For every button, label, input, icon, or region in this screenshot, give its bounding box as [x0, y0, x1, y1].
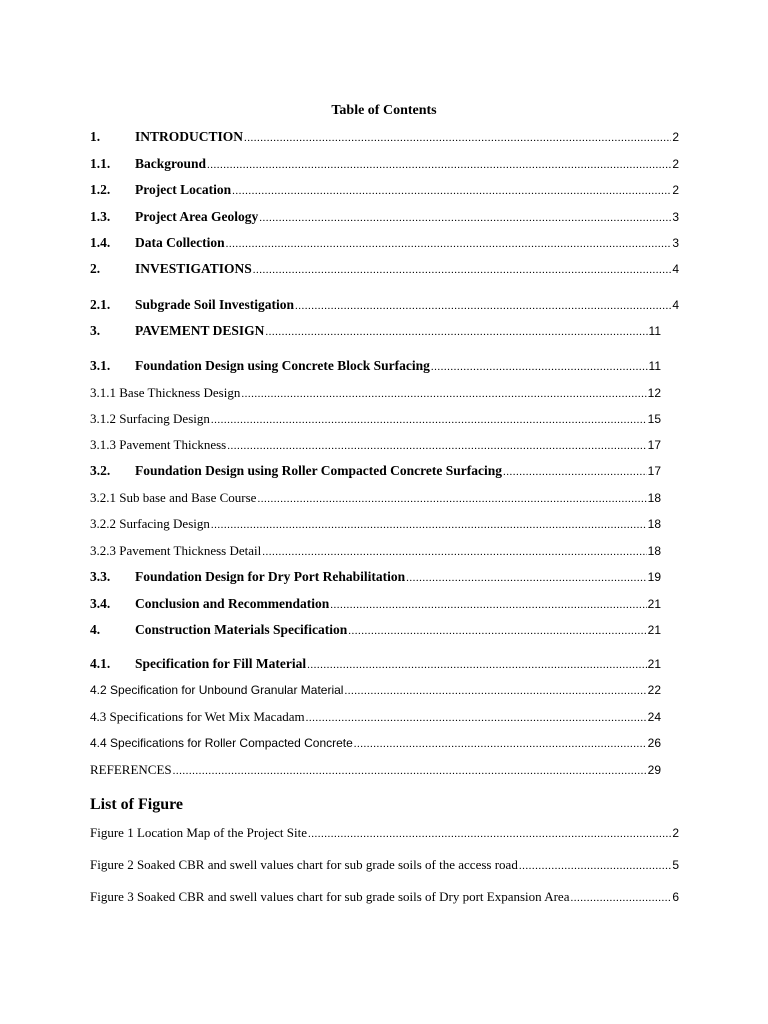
toc-page: 18	[647, 491, 661, 505]
toc-leader	[259, 209, 671, 225]
toc-label: Project Area Geology	[135, 209, 259, 224]
toc-page: 2	[672, 183, 679, 197]
toc-entry-pavement-thickness-detail[interactable]	[90, 543, 661, 559]
toc-number: 1.2.	[90, 182, 111, 197]
toc-label: 3.1.1 Base Thickness Design	[90, 385, 241, 400]
figure-page: 5	[672, 858, 679, 872]
toc-number: 2.	[90, 261, 101, 276]
toc-page: 18	[647, 517, 661, 531]
figure-label: Figure 1 Location Map of the Project Site	[90, 825, 307, 840]
toc-leader	[307, 656, 647, 672]
toc-page: 3	[672, 210, 679, 224]
toc-leader	[265, 323, 647, 339]
figure-leader	[570, 889, 671, 905]
toc-entry-roller-compacted-concrete[interactable]	[90, 736, 661, 750]
toc-entry-investigations[interactable]	[90, 261, 679, 277]
toc-page: 12	[647, 386, 661, 400]
toc-number: 1.	[90, 129, 101, 144]
toc-leader	[257, 490, 646, 506]
toc-page: 2	[672, 130, 679, 144]
figure-entry-2[interactable]	[90, 857, 679, 873]
toc-page: 2	[672, 157, 679, 171]
toc-page: 19	[647, 570, 661, 584]
toc-leader	[241, 385, 646, 401]
toc-page: 4	[672, 298, 679, 312]
toc-entry-pavement-design[interactable]	[90, 323, 661, 339]
figure-entry-3[interactable]	[90, 889, 679, 905]
toc-page: 22	[647, 683, 661, 697]
toc-page: 21	[647, 657, 661, 671]
figure-page: 6	[672, 890, 679, 904]
toc-entry-background[interactable]	[90, 156, 679, 172]
toc-label: 3.2.2 Surfacing Design	[90, 516, 210, 531]
toc-number: 3.2.	[90, 463, 111, 478]
toc-page: 17	[647, 438, 661, 452]
toc-number: 1.3.	[90, 209, 111, 224]
toc-number: 3.1.	[90, 358, 111, 373]
toc-label: Project Location	[135, 182, 232, 197]
toc-page: 29	[647, 763, 661, 777]
toc-number: 3.4.	[90, 596, 111, 611]
toc-number: 4.	[90, 622, 101, 637]
toc-label: Data Collection	[135, 235, 225, 250]
toc-label: Construction Materials Specification	[135, 622, 348, 637]
toc-label: Foundation Design using Roller Compacted Concrete Surfacing	[135, 463, 503, 478]
toc-leader	[227, 437, 646, 453]
toc-entry-data-collection[interactable]	[90, 235, 679, 251]
toc-label: Specification for Fill Material	[135, 656, 307, 671]
toc-entry-project-area-geology[interactable]	[90, 209, 679, 225]
toc-number: 1.1.	[90, 156, 111, 171]
toc-entry-references[interactable]	[90, 762, 661, 778]
toc-number: 3.3.	[90, 569, 111, 584]
toc-label: 4.2 Specification for Unbound Granular Material	[90, 683, 344, 697]
toc-label: 3.2.1 Sub base and Base Course	[90, 490, 257, 505]
toc-label: 4.4 Specifications for Roller Compacted Concrete	[90, 736, 353, 750]
figure-leader	[519, 857, 671, 873]
toc-label: INTRODUCTION	[135, 129, 244, 144]
toc-entry-base-thickness-design[interactable]	[90, 385, 661, 401]
toc-leader	[232, 182, 671, 198]
toc-page: 11	[648, 359, 661, 373]
toc-entry-fill-material[interactable]	[90, 656, 661, 672]
toc-entry-wet-mix-macadam[interactable]	[90, 709, 661, 725]
toc-label: Background	[135, 156, 207, 171]
toc-number: 1.4.	[90, 235, 111, 250]
toc-entry-sub-base-and-base-course[interactable]	[90, 490, 661, 506]
toc-leader	[244, 129, 671, 145]
toc-leader	[262, 543, 646, 559]
toc-page: 17	[647, 464, 661, 478]
toc-leader	[503, 463, 647, 479]
figure-entry-1[interactable]	[90, 825, 679, 841]
toc-leader	[344, 683, 646, 697]
toc-label: INVESTIGATIONS	[135, 261, 252, 276]
toc-page: 26	[647, 736, 661, 750]
toc-label: PAVEMENT DESIGN	[135, 323, 265, 338]
toc-entry-project-location[interactable]	[90, 182, 679, 198]
figure-label: Figure 3 Soaked CBR and swell values chart for sub grade soils of Dry port Expansion Area	[90, 889, 570, 904]
toc-entry-surfacing-design-1[interactable]	[90, 411, 661, 427]
page-title: Table of Contents	[331, 103, 437, 118]
toc-label: 3.1.2 Surfacing Design	[90, 411, 210, 426]
toc-page: 24	[647, 710, 661, 724]
toc-label: REFERENCES	[90, 762, 172, 777]
figure-page: 2	[672, 826, 679, 840]
toc-label: Conclusion and Recommendation	[135, 596, 330, 611]
toc-label: Subgrade Soil Investigation	[135, 297, 295, 312]
toc-page: 15	[647, 412, 661, 426]
toc-entry-concrete-block-surfacing[interactable]	[90, 358, 661, 374]
toc-page: 21	[647, 597, 661, 611]
toc-leader	[406, 569, 647, 585]
toc-entry-pavement-thickness[interactable]	[90, 437, 661, 453]
toc-page: 11	[648, 324, 661, 338]
toc-leader	[207, 156, 671, 172]
toc-leader	[226, 235, 672, 251]
toc-entry-surfacing-design-2[interactable]	[90, 516, 661, 532]
toc-leader	[253, 261, 672, 277]
toc-leader	[354, 736, 647, 750]
toc-entry-unbound-granular-material[interactable]	[90, 683, 661, 697]
toc-entry-construction-materials-specification[interactable]	[90, 622, 661, 638]
list-of-figures-heading: List of Figure	[90, 796, 184, 813]
toc-page: 21	[647, 623, 661, 637]
toc-entry-dry-port-rehabilitation[interactable]	[90, 569, 661, 585]
toc-leader	[173, 762, 647, 778]
toc-page: 3	[672, 236, 679, 250]
toc-label: 4.3 Specifications for Wet Mix Macadam	[90, 709, 305, 724]
toc-entry-subgrade-soil-investigation[interactable]	[90, 297, 679, 313]
toc-leader	[348, 622, 646, 638]
figure-leader	[308, 825, 671, 841]
toc-page: 18	[647, 544, 661, 558]
toc-page: 4	[672, 262, 679, 276]
toc-leader	[330, 596, 646, 612]
toc-leader	[211, 516, 647, 532]
toc-leader	[295, 297, 671, 313]
toc-number: 3.	[90, 323, 101, 338]
toc-label: 3.2.3 Pavement Thickness Detail	[90, 543, 262, 558]
toc-number: 2.1.	[90, 297, 111, 312]
toc-leader	[431, 358, 648, 374]
figure-label: Figure 2 Soaked CBR and swell values chart for sub grade soils of the access road	[90, 857, 518, 872]
toc-entry-roller-compacted-concrete-surfacing[interactable]	[90, 463, 661, 479]
toc-entry-conclusion-and-recommendation[interactable]	[90, 596, 661, 612]
toc-entry-introduction[interactable]	[90, 129, 679, 145]
toc-leader	[306, 709, 647, 725]
toc-label: 3.1.3 Pavement Thickness	[90, 437, 227, 452]
toc-leader	[211, 411, 647, 427]
toc-label: Foundation Design using Concrete Block Surfacing	[135, 358, 430, 373]
toc-number: 4.1.	[90, 656, 111, 671]
toc-label: Foundation Design for Dry Port Rehabilitation	[135, 569, 406, 584]
